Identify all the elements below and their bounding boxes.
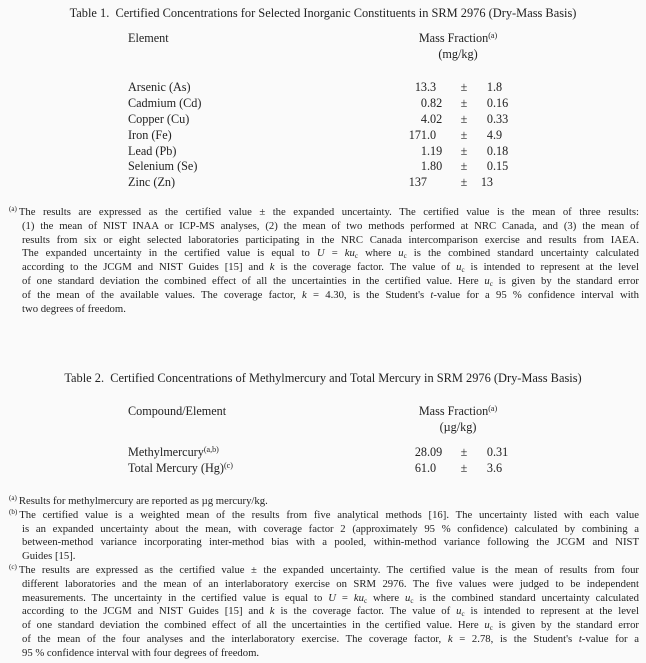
- table1-rows: [128, 80, 568, 191]
- table1-footnotes: [8, 206, 639, 316]
- footnote-line: two degrees of freedom.: [22, 302, 126, 315]
- value-fraction: .0: [427, 127, 437, 142]
- uncertainty-fraction: .31: [493, 445, 509, 459]
- footnote-line: of the mean of the four analyses and the interlaboratory exercise. The coverage factor, k = 2.78, is the Student's t-value for a: [22, 632, 639, 645]
- table2-rows: [128, 444, 568, 476]
- value-integer: 171: [408, 127, 427, 142]
- value-fraction: .3: [427, 80, 437, 94]
- footnote-line: different laboratories and the mean of an interlaboratory exercise on SRM 2976. The five values were judged to be independent: [22, 577, 639, 590]
- footnote-line: 95 % confidence interval with four degrees of freedom.: [22, 646, 260, 659]
- footnote-line: of one standard deviation the combined effect of all the uncertainties in the certified value. Here $u_c$ is given by the standard error: [22, 619, 639, 632]
- table-row: [128, 112, 568, 128]
- value-fraction: .02: [427, 111, 443, 126]
- plus-minus-sign: ±: [460, 175, 468, 190]
- table2-footnotes: [8, 495, 639, 661]
- table-row: [128, 159, 568, 175]
- table2-column-header-compound: Compound/Element: [128, 404, 227, 418]
- footnote-line: according to the JCGM and NIST Guides [15] and k is the coverage factor. The value of $u_c$ is intended to represent at the level: [22, 605, 639, 619]
- footnote-line: of the mean of the available values. The coverage factor, k = 4.30, is the Student's t-value for a 95 % confidence interval with: [22, 288, 639, 301]
- footnote-marker: (a): [9, 205, 17, 214]
- table-row: [128, 128, 568, 144]
- mass-fraction-unit: (mg/kg): [438, 47, 478, 61]
- footnote-marker: (a): [9, 494, 17, 503]
- footnote: [8, 564, 639, 661]
- uncertainty-integer: 0: [486, 159, 493, 174]
- footnote: [8, 509, 639, 564]
- value-fraction: .0: [427, 461, 437, 475]
- uncertainty-fraction: .33: [493, 111, 509, 126]
- value-fraction: .80: [427, 159, 443, 174]
- table-row: [128, 144, 568, 160]
- value-integer: 137: [408, 175, 427, 190]
- plus-minus-sign: ±: [460, 159, 468, 174]
- table2-title: Table 2. Certified Concentrations of Methylmercury and Total Mercury in SRM 2976 (Dry-Mass Basis): [64, 371, 582, 385]
- uncertainty-fraction: .6: [493, 461, 503, 475]
- uncertainty-fraction: .15: [493, 159, 509, 174]
- table-row: [128, 444, 568, 460]
- plus-minus-sign: ±: [460, 127, 468, 142]
- footnote-line: (1) the mean of NIST INAA or ICP-MS analyses, (2) the mean of two methods performed at NRC Canada, and (3) the mean of: [22, 219, 639, 232]
- row-label: Iron (Fe): [128, 127, 172, 142]
- value-fraction: .19: [427, 143, 443, 158]
- table-row: [128, 460, 568, 476]
- value-integer: 1: [420, 159, 427, 174]
- footnote-line: $^{(b)}$ The certified value is a weighted mean of the results from five analytical methods [16]. The uncertainty listed with each value: [9, 508, 639, 521]
- footnote-line: The expanded uncertainty in the certified value is equal to $U = ku_c$ where $u_c$ is the combined standard uncertainty calculated: [22, 247, 640, 261]
- uncertainty-integer: 0: [486, 111, 493, 126]
- row-label: Cadmium (Cd): [128, 95, 202, 110]
- uncertainty-integer: 4: [486, 127, 493, 142]
- plus-minus-sign: ±: [460, 95, 468, 110]
- footnote-line: $^{(c)}$ The results are expressed as the certified value ± the expanded uncertainty. The certified value is the mean of results from four: [9, 563, 639, 576]
- plus-minus-sign: ±: [460, 143, 468, 158]
- row-label: Lead (Pb): [128, 143, 177, 158]
- value-integer: 61: [414, 461, 427, 475]
- plus-minus-sign: ±: [460, 80, 468, 94]
- row-label: Selenium (Se): [128, 159, 198, 174]
- row-label: Zinc (Zn): [128, 175, 176, 190]
- table1-column-header-element: Element: [128, 31, 169, 45]
- footnote-line: is an expanded uncertainty about the mean, with coverage factor 2 (approximately 95 % confidence) calculated by combining a: [22, 522, 639, 535]
- footnote-line: between-method variance incorporating inter-method bias with a pooled, within-method variance following the JCGM and NIST: [22, 536, 639, 549]
- footnote-line: of one standard deviation the combined effect of all the uncertainties in the certified value. Here $u_c$ is given by the standard error: [22, 274, 639, 288]
- footnote: [8, 495, 639, 509]
- row-label: Methylmercury$^{(a,b)}$: [128, 444, 219, 459]
- uncertainty-fraction: .16: [493, 95, 509, 110]
- row-label: Copper (Cu): [128, 111, 190, 126]
- table1-title: Table 1. Certified Concentrations for Selected Inorganic Constituents in SRM 2976 (Dry-Mass Basis): [69, 6, 577, 20]
- footnote-marker: (c): [9, 563, 17, 572]
- table-row: [128, 80, 568, 96]
- uncertainty-integer: 13: [480, 175, 493, 190]
- plus-minus-sign: ±: [460, 461, 468, 475]
- uncertainty-integer: 0: [486, 95, 493, 110]
- table-row: [128, 96, 568, 112]
- footnote-line: measurements. The uncertainty in the certified value is equal to $U = ku_c$ where $u_c$ is the combined standard uncertainty calculated: [22, 591, 639, 605]
- footnote-marker: (b): [9, 508, 18, 517]
- footnote-line: Guides [15].: [22, 550, 76, 563]
- footnote: [8, 206, 639, 316]
- value-integer: 28: [414, 445, 427, 459]
- uncertainty-integer: 1: [486, 80, 493, 94]
- value-fraction: .09: [427, 445, 443, 459]
- value-integer: 13: [414, 80, 427, 94]
- row-label: Total Mercury $(Hg)^{(c)}$: [128, 460, 233, 475]
- table-row: [128, 175, 568, 191]
- mass-fraction-unit: (µg/kg): [439, 420, 477, 434]
- value-fraction: .82: [427, 95, 443, 110]
- uncertainty-integer: 0: [486, 445, 493, 459]
- footnote-line: $^{(a)}$ Results for methylmercury are reported as µg mercury/kg.: [9, 494, 268, 507]
- footnote-line: results from six or eight selected laboratories participating in the NRC Canada intercomparison exercise and results from IAEA.: [22, 233, 639, 246]
- table2-column-header-mass-fraction: [348, 403, 568, 435]
- footnote-line: $^{(a)}$ The results are expressed as the certified value ± the expanded uncertainty. The certified value is the mean of three results:: [9, 205, 639, 218]
- row-label: Arsenic (As): [128, 80, 191, 94]
- uncertainty-integer: 0: [486, 143, 493, 158]
- mass-fraction-label: Mass Fraction$^{(a)}$: [418, 403, 498, 418]
- plus-minus-sign: ±: [460, 445, 468, 459]
- value-integer: 0: [420, 95, 427, 110]
- footnote-line: according to the JCGM and NIST Guides [15] and k is the coverage factor. The value of $u_c$ is intended to represent at the level: [22, 261, 639, 274]
- value-integer: 1: [420, 143, 427, 158]
- value-integer: 4: [420, 111, 427, 126]
- uncertainty-fraction: .8: [493, 80, 503, 94]
- table1-column-header-mass-fraction: [348, 30, 568, 62]
- mass-fraction-label: Mass Fraction$^{(a)}$: [418, 30, 498, 45]
- uncertainty-fraction: .9: [493, 127, 503, 142]
- uncertainty-fraction: .18: [493, 143, 509, 158]
- uncertainty-integer: 3: [486, 461, 493, 475]
- plus-minus-sign: ±: [460, 111, 468, 126]
